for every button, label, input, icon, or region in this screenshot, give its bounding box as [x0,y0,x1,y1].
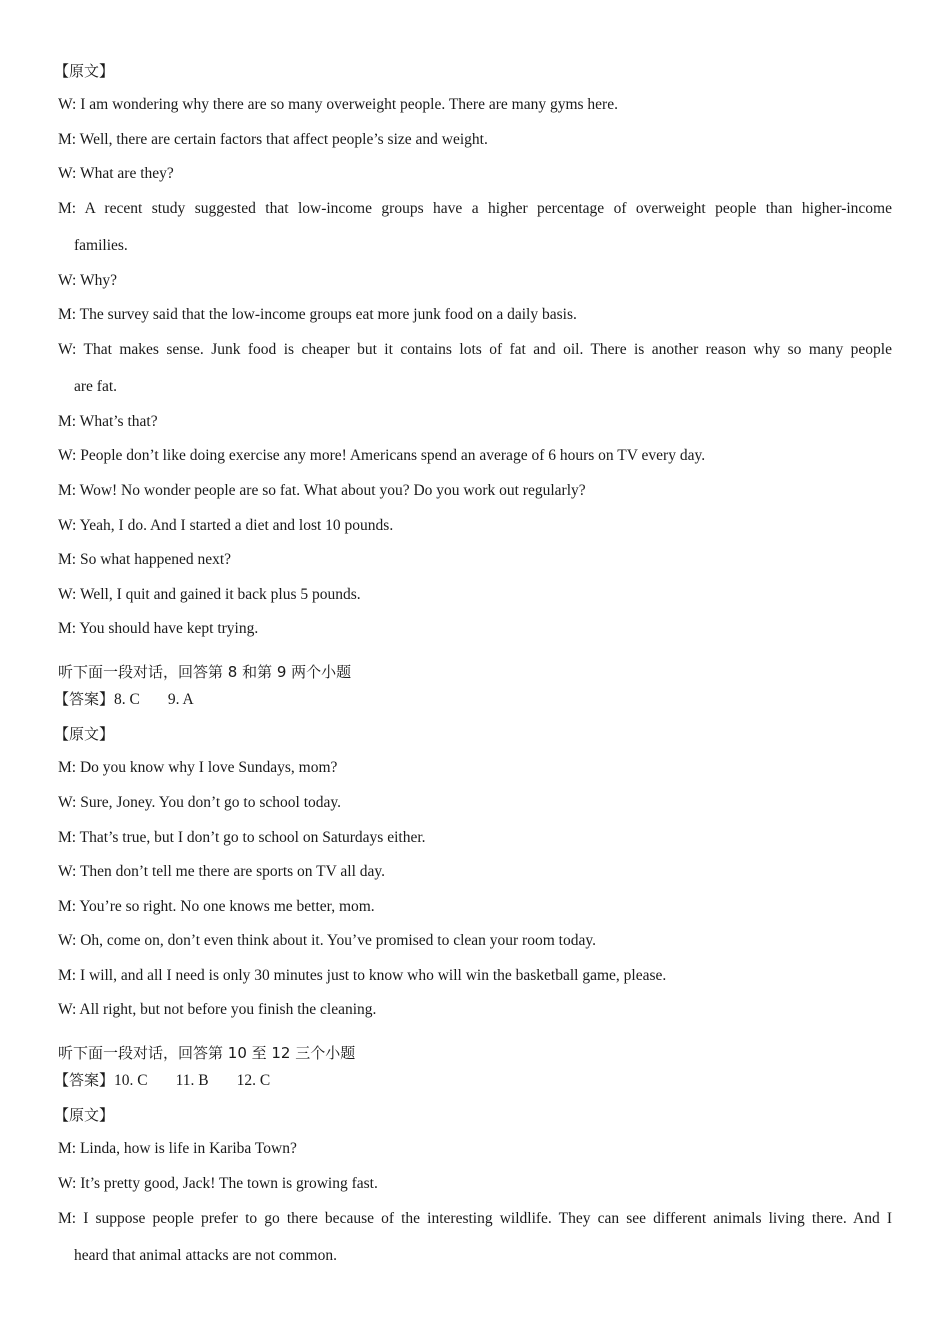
dialogue-line: W: All right, but not before you finish the cleaning. [58,1001,377,1018]
yuanwen-heading: 【原文】 [54,62,115,80]
dialogue-line-continuation: heard that animal attacks are not common. [74,1247,337,1264]
dialogue-line: M: I suppose people prefer to go there because of the interesting wildlife. They can see different animals living there. And I [58,1210,892,1227]
answer-item: 9. A [167,691,194,708]
answer-label: 【答案】 [54,690,115,708]
dialogue-line: M: Wow! No wonder people are so fat. What about you? Do you work out regularly? [58,482,586,499]
dialogue-line: W: It’s pretty good, Jack! The town is growing fast. [58,1175,378,1192]
dialogue-line: M: So what happened next? [58,551,232,568]
question-instruction: 听下面一段对话，回答第 10 至 12 三个小题 [58,1044,356,1062]
yuanwen-heading: 【原文】 [54,725,115,743]
dialogue-line: M: Do you know why I love Sundays, mom? [58,759,338,776]
dialogue-line: M: What’s that? [58,413,158,430]
dialogue-line-continuation: are fat. [74,378,118,395]
yuanwen-heading: 【原文】 [54,1106,115,1124]
dialogue-line: W: I am wondering why there are so many overweight people. There are many gyms here. [58,96,618,113]
answer-row [54,689,194,710]
answer-item: 10. C [114,1072,148,1089]
answer-item: 12. C [236,1072,271,1089]
answer-label: 【答案】 [54,1071,115,1089]
dialogue-line: W: Oh, come on, don’t even think about it. You’ve promised to clean your room today. [58,932,596,949]
question-instruction: 听下面一段对话，回答第 8 和第 9 两个小题 [58,663,352,681]
dialogue-line: M: That’s true, but I don’t go to school on Saturdays either. [58,829,426,846]
dialogue-line: W: Sure, Joney. You don’t go to school today. [58,794,342,811]
dialogue-line: W: Why? [58,272,117,289]
answer-row [54,1070,270,1091]
dialogue-line: M: A recent study suggested that low-income groups have a higher percentage of overweight people than higher-income [58,200,892,217]
dialogue-line: M: Linda, how is life in Kariba Town? [58,1140,297,1157]
answer-item: 8. C [114,691,140,708]
answer-item: 11. B [175,1072,209,1089]
dialogue-line: W: People don’t like doing exercise any more! Americans spend an average of 6 hours on TV every day. [58,447,706,464]
dialogue-line: M: You should have kept trying. [58,620,259,637]
dialogue-line: M: You’re so right. No one knows me better, mom. [58,898,375,915]
dialogue-line: W: Then don’t tell me there are sports on TV all day. [58,863,385,880]
dialogue-line: W: Well, I quit and gained it back plus 5 pounds. [58,586,361,603]
dialogue-line: W: That makes sense. Junk food is cheaper but it contains lots of fat and oil. There is another reason why so many people [58,341,892,358]
dialogue-line: W: Yeah, I do. And I started a diet and lost 10 pounds. [58,517,394,534]
dialogue-line: W: What are they? [58,165,174,182]
dialogue-line: M: I will, and all I need is only 30 minutes just to know who will win the basketball game, please. [58,967,667,984]
dialogue-line-continuation: families. [74,237,128,254]
dialogue-line: M: The survey said that the low-income groups eat more junk food on a daily basis. [58,306,577,323]
dialogue-line: M: Well, there are certain factors that affect people’s size and weight. [58,131,488,148]
